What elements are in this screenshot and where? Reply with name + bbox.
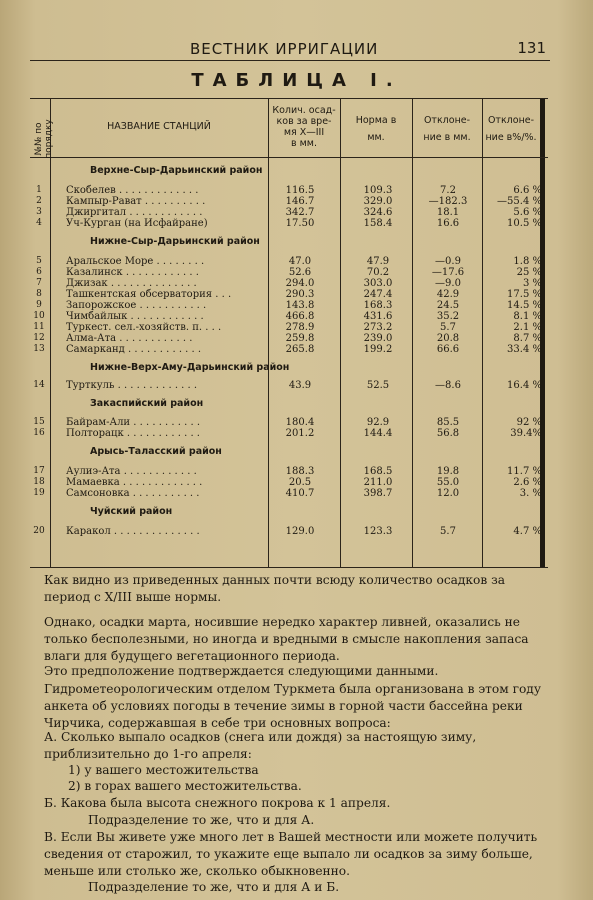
norm-value: 431.6 — [363, 311, 393, 322]
deviation-pct: 3 % — [522, 278, 542, 289]
row-number: 2 — [36, 196, 42, 206]
journal-title: ВЕСТНИК ИРРИГАЦИИ — [190, 40, 379, 58]
region-heading: Верхне-Сыр-Дарьинский район — [90, 165, 263, 176]
region-heading: Нижне-Сыр-Дарьинский район — [90, 236, 260, 247]
precip-value: 17.50 — [285, 218, 315, 229]
row-number: 6 — [36, 267, 42, 277]
deviation-pct: 33.4 % — [507, 344, 542, 355]
station-name: Туркест. сел.-хозяйств. п. . . . — [66, 322, 222, 333]
precip-value: 143.8 — [285, 300, 315, 311]
station-name: Джиргитал . . . . . . . . . . . . — [66, 207, 203, 218]
deviation-mm: —8.6 — [435, 380, 461, 391]
col-header-precip-line: в мм. — [291, 138, 317, 149]
col-header-precip-line: Колич. осад- — [272, 105, 336, 116]
norm-value: 109.3 — [363, 185, 393, 196]
row-number: 1 — [36, 185, 42, 195]
table-row — [30, 300, 548, 311]
table-row — [30, 289, 548, 300]
deviation-pct: 11.7 % — [507, 466, 542, 477]
row-number: 16 — [33, 428, 45, 438]
paragraph: Подразделение то же, что и для А. — [88, 813, 315, 827]
norm-value: 239.0 — [363, 333, 393, 344]
region-heading: Нижне-Верх-Аму-Дарьинский район — [90, 362, 290, 373]
deviation-pct: 10.5 % — [507, 218, 542, 229]
row-number: 7 — [36, 278, 42, 288]
deviation-mm: —182.3 — [428, 196, 468, 207]
precip-value: 201.2 — [285, 428, 315, 439]
table-row — [30, 267, 548, 278]
precip-value: 47.0 — [288, 256, 312, 267]
precip-value: 294.0 — [285, 278, 315, 289]
deviation-pct: 3. % — [519, 488, 542, 499]
station-name: Джизак . . . . . . . . . . . . . . — [66, 278, 197, 289]
paragraph: Гидрометеорологическим отделом Туркмета была организована в этом году анкета об условиях погоды в течение зимы в горной части бассейна реки Чирчика, содержавшая в себе три основных вопроса: — [44, 682, 541, 730]
deviation-mm: 19.8 — [436, 466, 460, 477]
deviation-mm: 5.7 — [440, 526, 456, 537]
deviation-mm: 56.8 — [436, 428, 460, 439]
header-rule — [30, 157, 548, 158]
col-header-dev-mm — [412, 115, 482, 143]
row-number: 9 — [36, 300, 42, 310]
col-header-dev-pct-line: ние в%/%. — [485, 132, 537, 143]
station-name: Каракол . . . . . . . . . . . . . . — [66, 526, 200, 537]
table-row — [30, 380, 548, 391]
region-heading: Закаспийский район — [90, 398, 204, 409]
norm-value: 158.4 — [363, 218, 393, 229]
station-name: Мамаевка . . . . . . . . . . . . . — [66, 477, 203, 488]
norm-value: 247.4 — [363, 289, 393, 300]
precipitation-table — [30, 98, 548, 568]
table-title: ТАБЛИЦА I. — [191, 70, 402, 91]
precip-value: 290.3 — [285, 289, 315, 300]
row-number: 19 — [33, 488, 45, 498]
paragraph: Однако, осадки марта, носившие нередко характер ливней, оказались не только бесполезными, но иногда и вредными в смысле накопления запаса влаги для будущего вегетационного периода. — [44, 615, 529, 663]
norm-value: 168.3 — [363, 300, 393, 311]
table-row — [30, 196, 548, 207]
norm-value: 47.9 — [366, 256, 390, 267]
norm-value: 199.2 — [363, 344, 393, 355]
row-number: 8 — [36, 289, 42, 299]
deviation-mm: 42.9 — [436, 289, 460, 300]
station-name: Турткуль . . . . . . . . . . . . . — [66, 380, 198, 391]
precip-value: 43.9 — [288, 380, 312, 391]
norm-value: 52.5 — [366, 380, 390, 391]
deviation-pct: —55.4 % — [497, 196, 542, 207]
norm-value: 324.6 — [363, 207, 393, 218]
precip-value: 466.8 — [285, 311, 315, 322]
norm-value: 398.7 — [363, 488, 393, 499]
deviation-mm: 85.5 — [436, 417, 460, 428]
deviation-pct: 25 % — [516, 267, 542, 278]
deviation-mm: —0.9 — [435, 256, 461, 267]
region-heading: Арысь-Таласский район — [90, 446, 222, 457]
col-header-dev-mm-line: Отклоне- — [423, 115, 471, 126]
list-item: 1) у вашего местожительства — [68, 763, 259, 777]
table-row — [30, 256, 548, 267]
deviation-mm: 5.7 — [440, 322, 456, 333]
paragraph: А. Сколько выпало осадков (снега или дождя) за настоящую зиму, приблизительно до 1-го апреля: — [44, 730, 477, 761]
table-row — [30, 417, 548, 428]
precip-value: 410.7 — [285, 488, 315, 499]
norm-value: 168.5 — [363, 466, 393, 477]
deviation-mm: 7.2 — [440, 185, 456, 196]
station-name: Байрам-Али . . . . . . . . . . . — [66, 417, 201, 428]
norm-value: 329.0 — [363, 196, 393, 207]
table-row — [30, 488, 548, 499]
col-header-norm-line: Норма в — [355, 115, 397, 126]
page-header — [30, 38, 550, 61]
table-row — [30, 466, 548, 477]
precip-value: 342.7 — [285, 207, 315, 218]
station-name: Самсоновка . . . . . . . . . . . — [66, 488, 200, 499]
precip-value: 129.0 — [285, 526, 315, 537]
precip-value: 180.4 — [285, 417, 315, 428]
station-name: Чимбайлык . . . . . . . . . . . . — [66, 311, 204, 322]
norm-value: 303.0 — [363, 278, 393, 289]
station-name: Аулиэ-Ата . . . . . . . . . . . . — [66, 466, 197, 477]
col-header-precip-line: ков за вре- — [276, 116, 332, 127]
station-name: Скобелев . . . . . . . . . . . . . — [66, 185, 199, 196]
precip-value: 278.9 — [285, 322, 315, 333]
row-number: 20 — [33, 526, 45, 536]
deviation-mm: 20.8 — [436, 333, 460, 344]
deviation-mm: 35.2 — [436, 311, 460, 322]
station-name: Уч-Курган (на Исфайране) — [66, 218, 208, 229]
deviation-pct: 5.6 % — [513, 207, 542, 218]
row-number: 13 — [33, 344, 45, 354]
deviation-pct: 1.8 % — [513, 256, 542, 267]
row-number: 11 — [33, 322, 45, 332]
row-number: 5 — [36, 256, 42, 266]
precip-value: 116.5 — [285, 185, 315, 196]
table-row — [30, 218, 548, 229]
table-row — [30, 428, 548, 439]
row-number: 12 — [33, 333, 45, 343]
table-row — [30, 477, 548, 488]
station-name: Запорожское . . . . . . . . . . . — [66, 300, 207, 311]
table-row — [30, 278, 548, 289]
col-header-name: НАЗВАНИЕ СТАНЦИЙ — [107, 121, 211, 132]
paragraph: Это предположение подтверждается следующими данными. — [44, 664, 439, 678]
paragraph: Б. Какова была высота снежного покрова к 1 апреля. — [44, 796, 391, 810]
deviation-pct: 16.4 % — [507, 380, 542, 391]
row-number: 14 — [33, 380, 45, 390]
row-number: 10 — [33, 311, 45, 321]
col-header-dev-pct-line: Отклоне- — [487, 115, 535, 126]
col-header-norm-line: мм. — [367, 132, 385, 143]
deviation-pct: 6.6 % — [513, 185, 542, 196]
station-name: Самарканд . . . . . . . . . . . . — [66, 344, 202, 355]
station-name: Ташкентская обсерватория . . . — [66, 289, 232, 300]
deviation-mm: —17.6 — [431, 267, 465, 278]
paragraph: В. Если Вы живете уже много лет в Вашей местности или можете получить сведения от старожил, то укажите еще выпало ли осадков за зиму больше, меньше или столько же, сколько обыкновенно. — [44, 830, 538, 878]
norm-value: 273.2 — [363, 322, 393, 333]
deviation-mm: 18.1 — [436, 207, 460, 218]
deviation-mm: 66.6 — [436, 344, 460, 355]
station-name: Кампыр-Рават . . . . . . . . . . — [66, 196, 206, 207]
deviation-mm: 24.5 — [436, 300, 460, 311]
precip-value: 20.5 — [288, 477, 312, 488]
norm-value: 123.3 — [363, 526, 393, 537]
precip-value: 52.6 — [288, 267, 312, 278]
table-row — [30, 526, 548, 537]
table-row — [30, 311, 548, 322]
region-heading: Чуйский район — [90, 506, 173, 517]
row-number: 15 — [33, 417, 45, 427]
deviation-pct: 92 % — [516, 417, 542, 428]
station-name: Аральское Море . . . . . . . . — [66, 256, 205, 267]
precip-value: 259.8 — [285, 333, 315, 344]
precip-value: 265.8 — [285, 344, 315, 355]
row-number: 4 — [36, 218, 42, 228]
deviation-mm: 16.6 — [436, 218, 460, 229]
station-name: Алма-Ата . . . . . . . . . . . . — [66, 333, 193, 344]
deviation-pct: 39.4% — [510, 428, 542, 439]
row-number: 17 — [33, 466, 45, 476]
deviation-mm: —9.0 — [435, 278, 461, 289]
row-number: 18 — [33, 477, 45, 487]
deviation-pct: 14.5 % — [507, 300, 542, 311]
col-header-precip — [268, 105, 340, 149]
precip-value: 188.3 — [285, 466, 315, 477]
precip-value: 146.7 — [285, 196, 315, 207]
station-name: Полторацк . . . . . . . . . . . . — [66, 428, 200, 439]
deviation-pct: 2.1 % — [513, 322, 542, 333]
deviation-pct: 4.7 % — [513, 526, 542, 537]
deviation-pct: 8.7 % — [513, 333, 542, 344]
page-number: 131 — [517, 39, 546, 57]
row-number: 3 — [36, 207, 42, 217]
table-row — [30, 344, 548, 355]
norm-value: 211.0 — [363, 477, 393, 488]
deviation-pct: 17.5 % — [507, 289, 542, 300]
col-header-dev-mm-line: ние в мм. — [423, 132, 471, 143]
norm-value: 144.4 — [363, 428, 393, 439]
list-item: 2) в горах вашего местожительства. — [68, 779, 302, 793]
table-row — [30, 322, 548, 333]
col-header-number: №№ по порядку — [34, 119, 54, 159]
table-row — [30, 207, 548, 218]
table-row — [30, 333, 548, 344]
col-header-dev-pct — [482, 115, 540, 143]
deviation-mm: 55.0 — [436, 477, 460, 488]
col-header-norm — [340, 115, 412, 143]
deviation-mm: 12.0 — [436, 488, 460, 499]
deviation-pct: 2.6 % — [513, 477, 542, 488]
norm-value: 70.2 — [366, 267, 390, 278]
col-header-precip-line: мя X—III — [283, 127, 325, 138]
paragraph: Подразделение то же, что и для А и Б. — [88, 880, 340, 894]
table-row — [30, 185, 548, 196]
station-name: Казалинск . . . . . . . . . . . . — [66, 267, 199, 278]
deviation-pct: 8.1 % — [513, 311, 542, 322]
paragraph: Как видно из приведенных данных почти всюду количество осадков за период с X/III выше нормы. — [44, 573, 506, 604]
norm-value: 92.9 — [366, 417, 390, 428]
